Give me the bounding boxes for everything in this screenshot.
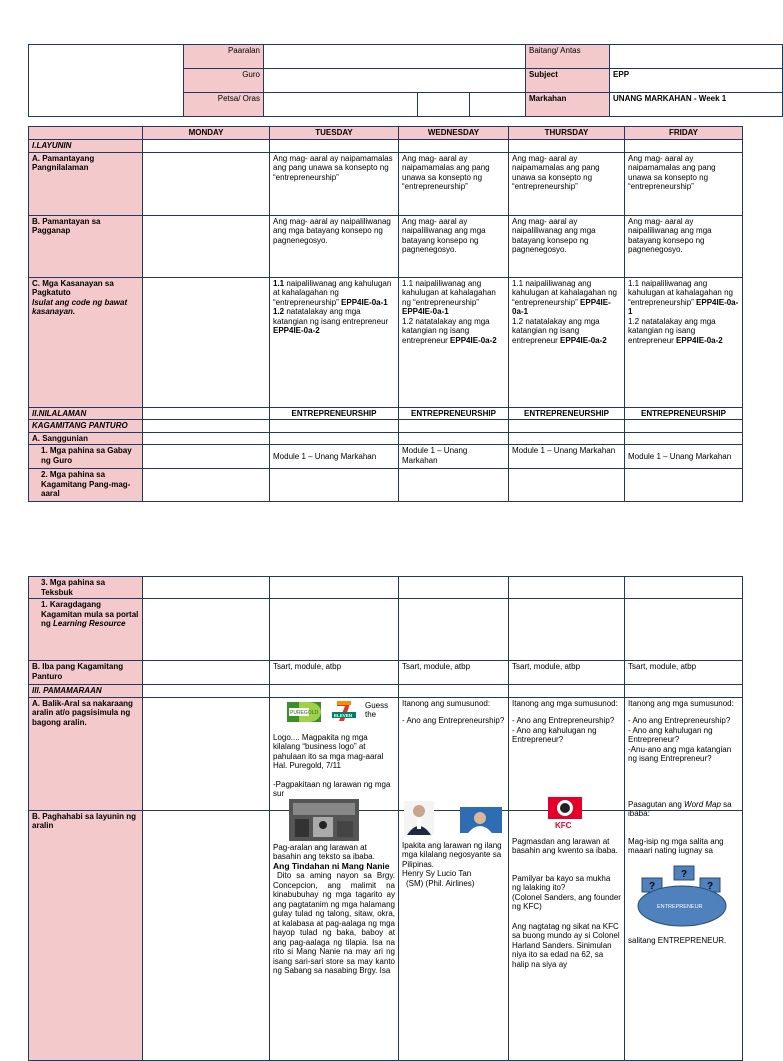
c-thu-code-1: EPP4IE-0a-1 bbox=[512, 297, 611, 316]
tsart-fri: Tsart, module, atbp bbox=[625, 661, 743, 685]
balik-aral-thu bbox=[509, 697, 625, 810]
word-map-q3: ? bbox=[707, 880, 714, 892]
balik-aral-tue bbox=[270, 697, 399, 810]
guro-field bbox=[264, 69, 526, 93]
balik-aral-wed-prompt: Itanong ang sumusunod: bbox=[402, 698, 491, 708]
a-tuesday: Ang mag- aaral ay naipamamalas ang pang unawa sa konsepto ng “entrepreneurship” bbox=[270, 152, 399, 215]
seven-eleven-logo-text: ELEVEN bbox=[334, 712, 353, 718]
paghahabi-thu-intro: Pagmasdan ang larawan at basahin ang kwento sa ibaba. bbox=[512, 836, 618, 855]
balik-aral-wed-question: - Ano ang Entrepreneurship? bbox=[402, 716, 505, 725]
markahan-value: UNANG MARKAHAN - Week 1 bbox=[610, 93, 783, 117]
c-friday bbox=[625, 277, 743, 407]
c-thu-text-2: natatalakay ang mga katangian ng isang entrepreneur bbox=[512, 316, 600, 345]
markahan-label: Markahan bbox=[526, 93, 610, 117]
iba-pang-kagamitan-label: B. Iba pang Kagamitang Panturo bbox=[29, 661, 143, 685]
c-wed-code-2: EPP4IE-0a-2 bbox=[450, 335, 497, 345]
balik-aral-fri-questions: - Ano ang Entrepreneurship? - Ano ang kahulugan ng Entrepreneur? -Anu-ano ang mga katangian ng isang Entrepreneur? bbox=[628, 716, 732, 763]
word-map-diagram bbox=[628, 862, 738, 932]
c-wed-text-1: naipaliliwanag ang kahulugan at kahalagahan ng “entrepreneurship” bbox=[402, 278, 496, 307]
seven-eleven-logo bbox=[331, 699, 357, 725]
balik-aral-wed bbox=[399, 697, 509, 810]
module-fri: Module 1 – Unang Markahan bbox=[625, 445, 743, 469]
oras-field bbox=[418, 93, 470, 117]
c-thu-text-1: naipaliliwanag ang kahulugan at kahalagahan ng “entrepreneurship” bbox=[512, 278, 617, 307]
guro-label: Guro bbox=[184, 69, 264, 93]
kfc-logo-text: KFC bbox=[555, 820, 572, 830]
corner-cell bbox=[29, 127, 143, 140]
nilalaman-thu: ENTREPRENEURSHIP bbox=[509, 407, 625, 420]
kagamitang-heading: KAGAMITANG PANTURO bbox=[29, 420, 143, 433]
tsart-wed: Tsart, module, atbp bbox=[399, 661, 509, 685]
karagdagang-label: Karagdagang Kagamitan mula sa portal ng bbox=[41, 600, 139, 628]
baitang-field bbox=[610, 45, 783, 69]
paaralan-field bbox=[264, 45, 526, 69]
word-map-q1: ? bbox=[681, 868, 688, 880]
paaralan-label: Paaralan bbox=[184, 45, 264, 69]
b-tuesday: Ang mag- aaral ay naipaliliwanag ang mga batayang konsepo ng pagnenegosyo. bbox=[270, 215, 399, 277]
nilalaman-tue: ENTREPRENEURSHIP bbox=[270, 407, 399, 420]
day-wednesday: WEDNESDAY bbox=[399, 127, 509, 140]
nilalaman-wed: ENTREPRENEURSHIP bbox=[399, 407, 509, 420]
balik-aral-tue-text: Logo.... Magpakita ng mga kilalang “business logo” at pahulaan ito sa mga mag-aaral Hal. Puregold, 7/11 bbox=[273, 732, 384, 770]
c-tue-num-1: 1.1 bbox=[273, 278, 285, 288]
story-text: Dito sa aming nayon sa Brgy. Concepcion, ang malimit na kinabubuhay ng mga tagarito ay ang pagtatanim ng mga halamang gulay tulad ng talong, sitaw, okra, at kalabasa at pag-aalaga ng mga hayop tulad ng baka, baboy at ang pag-aalaga ng tilapia. Isa na rito si Mang Nanie na may ari ng isang sari-sari store sa may kanto ng Sabang sa nasabing Brgy. Isa bbox=[273, 871, 395, 975]
layunin-heading: I.LAYUNIN bbox=[29, 140, 143, 153]
subject-label: Subject bbox=[526, 69, 610, 93]
paghahabi-thu bbox=[509, 810, 625, 1060]
businessman-companies: (SM) (Phil. Airlines) bbox=[406, 878, 475, 888]
c-thu-code-2: EPP4IE-0a-2 bbox=[560, 335, 607, 345]
balik-aral-thu-questions: - Ano ang Entrepreneurship? - Ano ang kahulugan ng Entrepreneur? bbox=[512, 716, 615, 744]
sari-sari-store-photo bbox=[289, 799, 359, 841]
a-thursday: Ang mag- aaral ay naipamamalas ang pang unawa sa konsepto ng “entrepreneurship” bbox=[509, 152, 625, 215]
paghahabi-thu-question: Pamilyar ba kayo sa mukha ng lalaking ito? (Colonel Sanders, ang founder ng KFC) bbox=[512, 873, 621, 911]
word-map-instruction bbox=[628, 800, 739, 819]
c-wed-text-2: natatalakay ang mga katangian ng isang entrepreneur bbox=[402, 316, 490, 345]
word-map-instruction-c: sa ibaba: bbox=[628, 799, 732, 818]
balik-aral-tue-cut: -Pagpakitaan ng larawan ng mga sur bbox=[273, 779, 391, 798]
henry-sy-photo bbox=[404, 801, 434, 835]
c-wed-num-1: 1.1 bbox=[402, 278, 414, 288]
balik-aral-label: A. Balik-Aral sa nakaraang aralin at/o pagsisimula ng bagong aralin. bbox=[29, 697, 143, 810]
b-thursday: Ang mag- aaral ay naipaliliwanag ang mga batayang konsepo ng pagnenegosyo. bbox=[509, 215, 625, 277]
kasanayan-note: Isulat ang code ng bawat kasanayan. bbox=[32, 297, 128, 316]
learning-resource: Learning Resource bbox=[53, 619, 126, 628]
c-fri-code-1: EPP4IE-0a-1 bbox=[628, 297, 739, 316]
pamantayang-pangnilalaman-label: A. Pamantayang Pangnilalaman bbox=[29, 152, 143, 215]
extra-field bbox=[470, 93, 526, 117]
module-thu: Module 1 – Unang Markahan bbox=[509, 445, 625, 469]
guess-the-text: Guess the bbox=[365, 700, 389, 719]
c-tue-num-2: 1.2 bbox=[273, 307, 285, 316]
word-map-instruction-a: Pasagutan ang bbox=[628, 799, 685, 809]
c-tue-text-1: naipaliliwanag ang kahulugan at kahalagahan ng “entrepreneurship” bbox=[273, 278, 392, 307]
c-thursday bbox=[509, 277, 625, 407]
c-wednesday bbox=[399, 277, 509, 407]
paghahabi-tue-intro: Pag-aralan ang larawan at basahin ang teksto sa ibaba. bbox=[273, 842, 375, 861]
c-thu-num-2: 1.2 bbox=[512, 316, 524, 326]
gabay-guro-label: 1. Mga pahina sa Gabay ng Guro bbox=[29, 445, 143, 469]
puregold-logo-text: PUREGOLD bbox=[290, 709, 319, 716]
c-fri-text-1: naipaliliwanag ang kahulugan at kahalagahan ng “entrepreneurship” bbox=[628, 278, 733, 307]
paghahabi-wed-text: Ipakita ang larawan ng ilang mga kilalang negosyante sa Pilipinas. bbox=[402, 840, 502, 869]
c-fri-num-2: 1.2 bbox=[628, 316, 640, 326]
businessman-names: Henry Sy Lucio Tan bbox=[402, 869, 472, 878]
a-wednesday: Ang mag- aaral ay naipamamalas ang pang unawa sa konsepto ng “entrepreneurship” bbox=[399, 152, 509, 215]
c-tue-code-2: EPP4IE-0a-2 bbox=[273, 326, 320, 335]
c-thu-num-1: 1.1 bbox=[512, 278, 524, 288]
nilalaman-fri: ENTREPRENEURSHIP bbox=[625, 407, 743, 420]
puregold-logo bbox=[287, 699, 321, 725]
word-map-prompt: Mag-isip ng mga salita ang maaari nating iugnay sa bbox=[628, 836, 724, 855]
header-table bbox=[28, 44, 783, 117]
paghahabi-label: B. Paghahabi sa layunin ng aralin bbox=[29, 810, 143, 1060]
paghahabi-thu-story: Ang nagtatag ng sikat na KFC sa buong mundo ay si Colonel Harland Sanders. Sinimulan niya ito sa edad na 62, sa halip na siya ay bbox=[512, 921, 620, 969]
a-friday: Ang mag- aaral ay naipamamalas ang pang unawa sa konsepto ng “entrepreneurship” bbox=[625, 152, 743, 215]
school-logo-cell bbox=[29, 45, 184, 117]
module-wed: Module 1 – Unang Markahan bbox=[399, 445, 509, 469]
c-wed-code-1: EPP4IE-0a-1 bbox=[402, 307, 449, 316]
module-tue: Module 1 – Unang Markahan bbox=[270, 445, 399, 469]
paghahabi-wed bbox=[399, 810, 509, 1060]
story-title: Ang Tindahan ni Mang Nanie bbox=[273, 860, 390, 871]
balik-aral-fri-prompt: Itanong ang mga sumusunod: bbox=[628, 698, 734, 708]
day-friday: FRIDAY bbox=[625, 127, 743, 140]
petsa-label: Petsa/ Oras bbox=[184, 93, 264, 117]
c-fri-code-2: EPP4IE-0a-2 bbox=[676, 335, 723, 345]
lucio-tan-photo bbox=[460, 807, 502, 833]
c-fri-num-1: 1.1 bbox=[628, 278, 640, 288]
baitang-label: Baitang/ Antas bbox=[526, 45, 610, 69]
balik-aral-fri bbox=[625, 697, 743, 810]
b-wednesday: Ang mag- aaral ay naipaliliwanag ang mga batayang konsepo ng pagnenegosyo. bbox=[399, 215, 509, 277]
paghahabi-fri bbox=[625, 799, 743, 1060]
karagdagang-label-cell bbox=[29, 599, 143, 661]
word-map-q2: ? bbox=[649, 880, 656, 892]
day-monday: MONDAY bbox=[143, 127, 270, 140]
tsart-tue: Tsart, module, atbp bbox=[270, 661, 399, 685]
karagdagang-num: 1. bbox=[41, 600, 48, 609]
subject-value: EPP bbox=[610, 69, 783, 93]
c-wed-num-2: 1.2 bbox=[402, 316, 414, 326]
day-tuesday: TUESDAY bbox=[270, 127, 399, 140]
kasanayan-label: C. Mga Kasanayan sa Pagkatuto bbox=[32, 278, 114, 297]
lesson-table-1 bbox=[28, 126, 743, 502]
pamantayan-pagganap-label: B. Pamantayan sa Pagganap bbox=[29, 215, 143, 277]
teksbuk-label: 3. Mga pahina sa Teksbuk bbox=[29, 577, 143, 599]
c-tue-code-1: EPP4IE-0a-1 bbox=[341, 297, 388, 307]
sanggunian-label: A. Sanggunian bbox=[29, 432, 143, 445]
word-map-center: ENTREPRENEUR bbox=[657, 903, 703, 910]
kfc-logo bbox=[548, 797, 582, 831]
lesson-table-2 bbox=[28, 576, 743, 1061]
c-tue-text-2: natatalakay ang mga katangian ng isang entrepreneur bbox=[273, 307, 389, 326]
b-friday: Ang mag- aaral ay naipaliliwanag ang mga batayang konsepo ng pagnenegosyo. bbox=[625, 215, 743, 277]
word-map-instruction-b: Word Map bbox=[684, 799, 721, 809]
kasanayan-label-cell bbox=[29, 277, 143, 407]
tsart-thu: Tsart, module, atbp bbox=[509, 661, 625, 685]
pamamaraan-heading: III. PAMAMARAAN bbox=[29, 685, 143, 698]
c-fri-text-2: natatalakay ang mga katangian ng isang entrepreneur bbox=[628, 316, 716, 345]
day-thursday: THURSDAY bbox=[509, 127, 625, 140]
balik-aral-thu-prompt: Itanong ang mga sumusunod: bbox=[512, 698, 618, 708]
word-map-footer: salitang ENTREPRENEUR. bbox=[628, 935, 727, 945]
c-tuesday bbox=[270, 277, 399, 407]
petsa-field bbox=[264, 93, 418, 117]
kagamitang-mag-aaral-label: 2. Mga pahina sa Kagamitang Pang-mag-aaral bbox=[29, 469, 143, 502]
paghahabi-tue bbox=[270, 810, 399, 1060]
nilalaman-heading: II.NILALAMAN bbox=[29, 407, 143, 420]
